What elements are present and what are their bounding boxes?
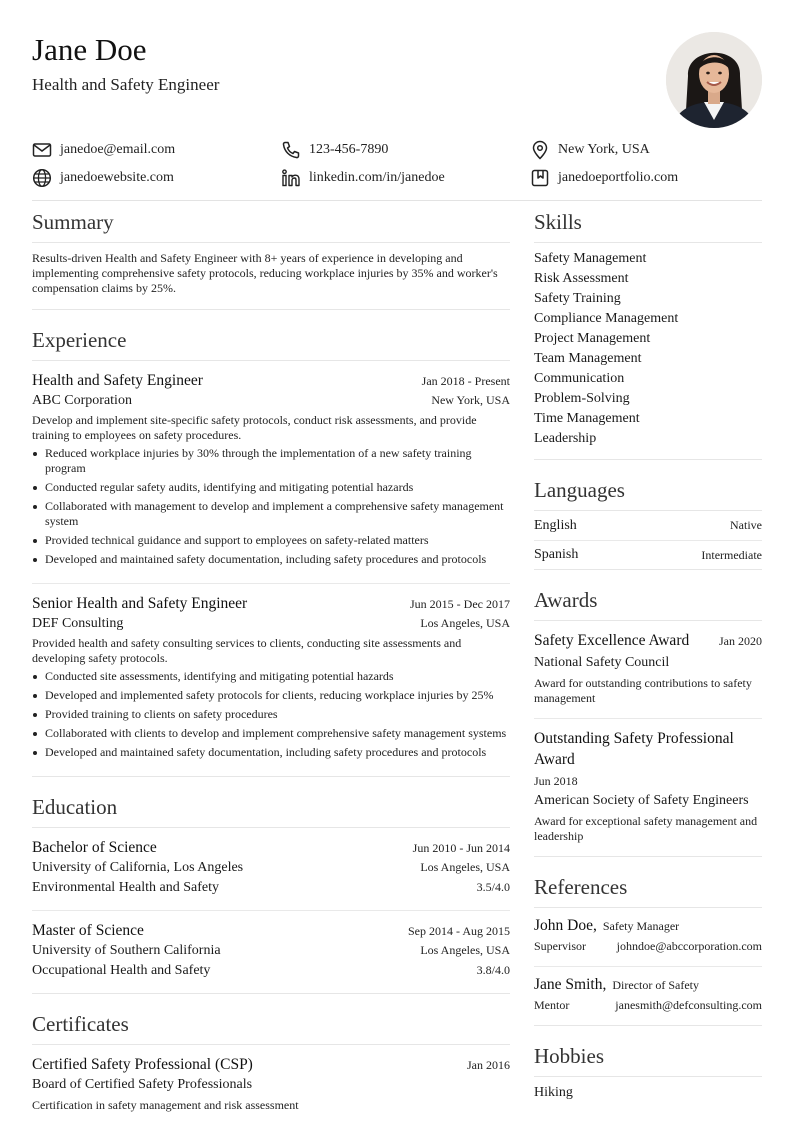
section-title: Summary <box>32 206 510 243</box>
award-date: Jun 2018 <box>534 774 578 788</box>
section-title: Awards <box>534 584 762 621</box>
portfolio-text: janedoeportfolio.com <box>558 170 679 185</box>
language-row <box>534 540 762 569</box>
award-date: Jan 2020 <box>719 634 762 648</box>
contact-phone[interactable] <box>281 140 530 160</box>
degree: Bachelor of Science <box>32 839 157 856</box>
entry-row <box>32 858 510 878</box>
award-description: Award for exceptional safety management and leadership <box>534 814 758 843</box>
achievement-item: Collaborated with management to develop and implement a comprehensive safety management system <box>32 499 510 529</box>
envelope-icon <box>32 140 52 160</box>
award-issuer: National Safety Council <box>534 655 670 670</box>
email-text: janedoe@email.com <box>60 142 176 157</box>
school-name: University of Southern California <box>32 943 221 958</box>
section-title: Experience <box>32 324 510 361</box>
entry-row <box>32 941 510 961</box>
certificates-section <box>32 1008 510 1123</box>
main-column <box>32 206 510 1123</box>
section-title: Languages <box>534 474 762 511</box>
contact-info <box>32 136 762 192</box>
skills-section <box>534 206 762 460</box>
entry-row <box>32 593 510 614</box>
education-dates: Sep 2014 - Aug 2015 <box>408 924 510 938</box>
entry-row <box>534 630 762 651</box>
job-entry <box>32 361 510 583</box>
certificate-name: Certified Safety Professional (CSP) <box>32 1056 253 1073</box>
award-entry <box>534 621 762 718</box>
skill-item: Team Management <box>534 351 642 366</box>
bookmark-icon <box>530 168 550 188</box>
job-role: Health and Safety Engineer <box>32 372 203 389</box>
company-name: ABC Corporation <box>32 393 132 408</box>
certificate-issuer: Board of Certified Safety Professionals <box>32 1077 253 1092</box>
phone-icon <box>281 140 301 160</box>
map-pin-icon <box>530 140 550 160</box>
achievement-list <box>32 669 510 760</box>
job-dates: Jan 2018 - Present <box>421 374 510 388</box>
education-dates: Jun 2010 - Jun 2014 <box>412 841 510 855</box>
achievement-item: Developed and implemented safety protocols for clients, reducing workplace injuries by 25% <box>32 688 510 703</box>
award-name: Safety Excellence Award <box>534 632 690 649</box>
skill-item: Project Management <box>534 331 651 346</box>
degree: Master of Science <box>32 922 144 939</box>
entry-row <box>32 370 510 391</box>
award-name: Outstanding Safety Professional Award <box>534 730 734 768</box>
globe-icon <box>32 168 52 188</box>
phone-text: 123-456-7890 <box>309 142 389 157</box>
experience-section <box>32 324 510 777</box>
entry-row <box>32 391 510 411</box>
job-title: Health and Safety Engineer <box>32 75 220 94</box>
skill-item: Risk Assessment <box>534 271 629 286</box>
job-location: New York, USA <box>431 393 510 407</box>
education-section <box>32 791 510 994</box>
language-name: Spanish <box>534 547 579 562</box>
section-title: Hobbies <box>534 1040 762 1077</box>
awards-section <box>534 584 762 857</box>
website-text: janedoewebsite.com <box>60 170 174 185</box>
section-title: Education <box>32 791 510 828</box>
reference-relation: Mentor <box>534 998 570 1012</box>
contact-website[interactable] <box>32 168 281 188</box>
language-level: Intermediate <box>701 547 762 562</box>
skill-item: Communication <box>534 371 625 386</box>
reference-header <box>534 917 762 935</box>
achievement-item: Provided training to clients on safety procedures <box>32 707 510 722</box>
achievement-item: Developed and maintained safety documentation, including safety procedures and protocols <box>32 552 510 567</box>
entry-row <box>32 878 510 898</box>
certificate-description: Certification in safety management and risk assessment <box>32 1098 299 1112</box>
achievement-item: Provided technical guidance and support to employees on safety-related matters <box>32 533 510 548</box>
skill-item: Safety Training <box>534 291 621 306</box>
job-description: Develop and implement site-specific safety protocols, conduct risk assessments, and provide training to employees on safety procedures. <box>32 413 477 442</box>
field-of-study: Occupational Health and Safety <box>32 963 211 978</box>
reference-email[interactable]: johndoe@abccorporation.com <box>616 939 762 953</box>
reference-title: Director of Safety <box>612 978 699 992</box>
reference-title: Safety Manager <box>602 919 680 933</box>
skill-item: Leadership <box>534 431 597 446</box>
location-text: New York, USA <box>558 142 650 157</box>
reference-name: Jane Smith, <box>534 976 607 993</box>
skill-item: Problem-Solving <box>534 391 630 406</box>
entry-row <box>32 837 510 858</box>
reference-header <box>534 976 762 994</box>
reference-name: John Doe, <box>534 917 597 934</box>
summary-text: Results-driven Health and Safety Engineer with 8+ years of experience in developing and implementing comprehensive safety protocols, reducing workplace injuries by 35% and worker's compensation claims by 25%. <box>32 251 498 295</box>
language-row <box>534 511 762 540</box>
award-issuer: American Society of Safety Engineers <box>534 793 749 808</box>
contact-portfolio[interactable] <box>530 168 762 188</box>
contact-email[interactable] <box>32 140 281 160</box>
school-name: University of California, Los Angeles <box>32 860 244 875</box>
profile-photo <box>666 32 762 128</box>
side-column <box>534 206 762 1103</box>
education-entry <box>32 828 510 910</box>
section-title: Certificates <box>32 1008 510 1045</box>
entry-row <box>534 998 762 1013</box>
job-location: Los Angeles, USA <box>420 616 510 630</box>
section-title: References <box>534 871 762 908</box>
gpa: 3.5/4.0 <box>476 880 510 894</box>
achievement-item: Reduced workplace injuries by 30% through the implementation of a new safety training program <box>32 446 510 476</box>
job-description: Provided health and safety consulting services to clients, conducting site assessments and developing safety protocols. <box>32 636 462 665</box>
achievement-item: Collaborated with clients to develop and implement comprehensive safety management systems <box>32 726 510 741</box>
linkedin-text: linkedin.com/in/janedoe <box>309 170 445 185</box>
hobby-item: Hiking <box>534 1085 573 1100</box>
header-divider <box>32 200 762 201</box>
achievement-item: Conducted regular safety audits, identifying and mitigating potential hazards <box>32 480 510 495</box>
section-title: Skills <box>534 206 762 243</box>
hobbies-section <box>534 1040 762 1103</box>
gpa: 3.8/4.0 <box>476 963 510 977</box>
award-description: Award for outstanding contributions to safety management <box>534 676 752 705</box>
achievement-item: Conducted site assessments, identifying and mitigating potential hazards <box>32 669 510 684</box>
school-location: Los Angeles, USA <box>420 860 510 874</box>
achievement-item: Developed and maintained safety documentation, including safety procedures and protocols <box>32 745 510 760</box>
skill-item: Time Management <box>534 411 640 426</box>
entry-row <box>32 614 510 634</box>
job-entry <box>32 583 510 776</box>
reference-entry <box>534 908 762 966</box>
full-name: Jane Doe <box>32 32 147 67</box>
contact-location <box>530 140 762 160</box>
award-entry <box>534 718 762 856</box>
company-name: DEF Consulting <box>32 616 124 631</box>
job-role: Senior Health and Safety Engineer <box>32 595 248 612</box>
certificate-date: Jan 2016 <box>467 1058 510 1072</box>
language-name: English <box>534 517 577 533</box>
education-entry <box>32 910 510 993</box>
references-section <box>534 871 762 1026</box>
entry-row <box>32 961 510 981</box>
linkedin-icon <box>281 168 301 188</box>
resume-header <box>32 32 762 132</box>
language-level: Native <box>730 518 762 532</box>
languages-section <box>534 474 762 570</box>
entry-row <box>32 920 510 941</box>
skill-item: Compliance Management <box>534 311 679 326</box>
certificate-entry <box>32 1045 510 1123</box>
entry-row <box>534 939 762 954</box>
school-location: Los Angeles, USA <box>420 943 510 957</box>
reference-relation: Supervisor <box>534 939 586 953</box>
reference-entry <box>534 966 762 1025</box>
achievement-list <box>32 446 510 567</box>
job-dates: Jun 2015 - Dec 2017 <box>410 597 510 611</box>
entry-row <box>32 1054 510 1075</box>
skill-item: Safety Management <box>534 251 647 266</box>
contact-linkedin[interactable] <box>281 168 530 188</box>
summary-section <box>32 206 510 310</box>
reference-email[interactable]: janesmith@defconsulting.com <box>615 998 762 1012</box>
field-of-study: Environmental Health and Safety <box>32 880 219 895</box>
